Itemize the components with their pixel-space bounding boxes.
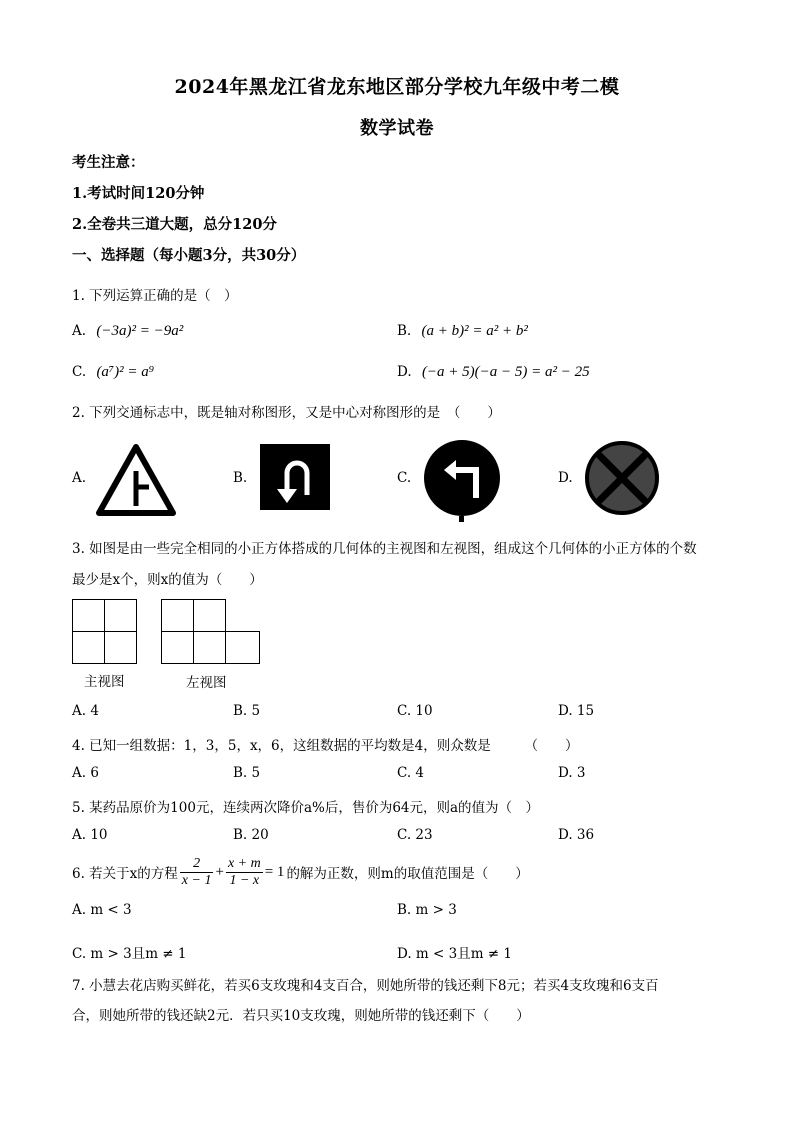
fraction-denominator: 1 − x: [226, 872, 263, 888]
grid-cell: [225, 631, 260, 664]
grid-cell: [161, 631, 194, 664]
question-6-option-d: D. m < 3且m ≠ 1: [397, 946, 512, 962]
notice-item-1: 1.考试时间120分钟: [72, 185, 205, 202]
question-1-option-a: [72, 323, 183, 340]
question-5-option-b: B. 20: [233, 827, 269, 843]
grid-cell: [193, 631, 226, 664]
left-view-label: 左视图: [186, 675, 227, 691]
question-4-option-d: D. 3: [558, 765, 586, 781]
front-view-label: 主视图: [84, 674, 125, 690]
question-5-option-a: A. 10: [72, 827, 108, 843]
question-7-stem-line2: 合，则她所带的钱还缺2元．若只买10支玫瑰，则她所带的钱还剩下（ ）: [72, 1008, 530, 1024]
exam-title: 2024年黑龙江省龙东地区部分学校九年级中考二模: [174, 76, 620, 98]
grid-cell: [104, 599, 137, 632]
yield-junction-sign-icon: [95, 443, 177, 518]
question-6-option-b: B. m > 3: [397, 902, 457, 918]
exam-subtitle: 数学试卷: [360, 118, 434, 139]
section-heading: 一、选择题（每小题3分，共30分）: [72, 247, 306, 264]
question-3-stem-line1: 3. 如图是由一些完全相同的小正方体搭成的几何体的主视图和左视图，组成这个几何体的小正方体的个数: [72, 541, 697, 557]
question-1-option-d: [397, 364, 590, 381]
question-6-stem-post: 的解为正数，则m的取值范围是（ ）: [286, 866, 529, 882]
option-expression: (−a + 5)(−a − 5) = a² − 25: [421, 364, 590, 380]
question-2-stem: 2. 下列交通标志中，既是轴对称图形，又是中心对称图形的是 （ ）: [72, 405, 501, 421]
question-1-option-b: [397, 323, 528, 340]
option-expression: (−3a)² = −9a²: [96, 323, 184, 339]
left-turn-sign-icon: [422, 438, 502, 522]
grid-cell: [161, 599, 194, 632]
u-turn-sign-icon: [259, 443, 331, 511]
grid-cell: [193, 599, 226, 632]
fraction-numerator: x + m: [227, 856, 261, 872]
question-2-option-d-label: D.: [558, 470, 573, 486]
question-4-option-a: A. 6: [72, 765, 99, 781]
fraction-denominator: x − 1: [181, 872, 212, 888]
fraction-1: [180, 856, 214, 888]
question-5-option-d: D. 36: [558, 827, 595, 843]
question-3-option-c: C. 10: [397, 703, 433, 719]
notice-item-2: 2.全卷共三道大题，总分120分: [72, 216, 277, 233]
grid-cell: [104, 631, 137, 664]
option-label: A.: [72, 323, 87, 339]
option-expression: (a + b)² = a² + b²: [421, 323, 528, 339]
grid-cell: [72, 599, 105, 632]
question-6-option-a: A. m < 3: [72, 902, 132, 918]
option-label: B.: [397, 323, 412, 339]
option-label: C.: [72, 364, 87, 380]
grid-cell: [72, 631, 105, 664]
question-6-option-c: C. m > 3且m ≠ 1: [72, 946, 187, 962]
question-2-option-a-label: A.: [72, 470, 87, 486]
question-1-option-c: [72, 364, 154, 381]
no-stopping-sign-icon: [584, 440, 660, 516]
option-expression: (a⁷)² = a⁹: [96, 364, 154, 380]
question-5-option-c: C. 23: [397, 827, 433, 843]
option-label: D.: [397, 364, 412, 380]
question-5-stem: 5. 某药品原价为100元，连续两次降价a%后，售价为64元，则a的值为（ ）: [72, 800, 540, 816]
question-7-stem-line1: 7. 小慧去花店购买鲜花，若买6支玫瑰和4支百合，则她所带的钱还剩下8元；若买4支玫瑰和6支百: [72, 978, 659, 994]
equals-one: = 1: [264, 863, 285, 880]
question-6-stem: [72, 852, 529, 892]
question-3-stem-line2: 最少是x个，则x的值为（ ）: [72, 572, 263, 588]
question-2-option-b-label: B.: [233, 470, 248, 486]
plus-sign: +: [215, 863, 224, 880]
question-3-option-a: A. 4: [72, 703, 99, 719]
fraction-numerator: 2: [193, 856, 201, 872]
question-4-option-b: B. 5: [233, 765, 261, 781]
fraction-2: [226, 856, 263, 888]
question-3-option-b: B. 5: [233, 703, 261, 719]
question-3-option-d: D. 15: [558, 703, 595, 719]
question-6-stem-pre: 6. 若关于x的方程: [72, 866, 178, 882]
notice-heading: 考生注意：: [72, 154, 145, 171]
question-4-option-c: C. 4: [397, 765, 425, 781]
question-2-option-c-label: C.: [397, 470, 412, 486]
question-1-stem: 1. 下列运算正确的是（ ）: [72, 288, 238, 304]
question-4-stem: 4. 已知一组数据：1，3，5，x，6，这组数据的平均数是4，则众数是 （ ）: [72, 738, 579, 754]
